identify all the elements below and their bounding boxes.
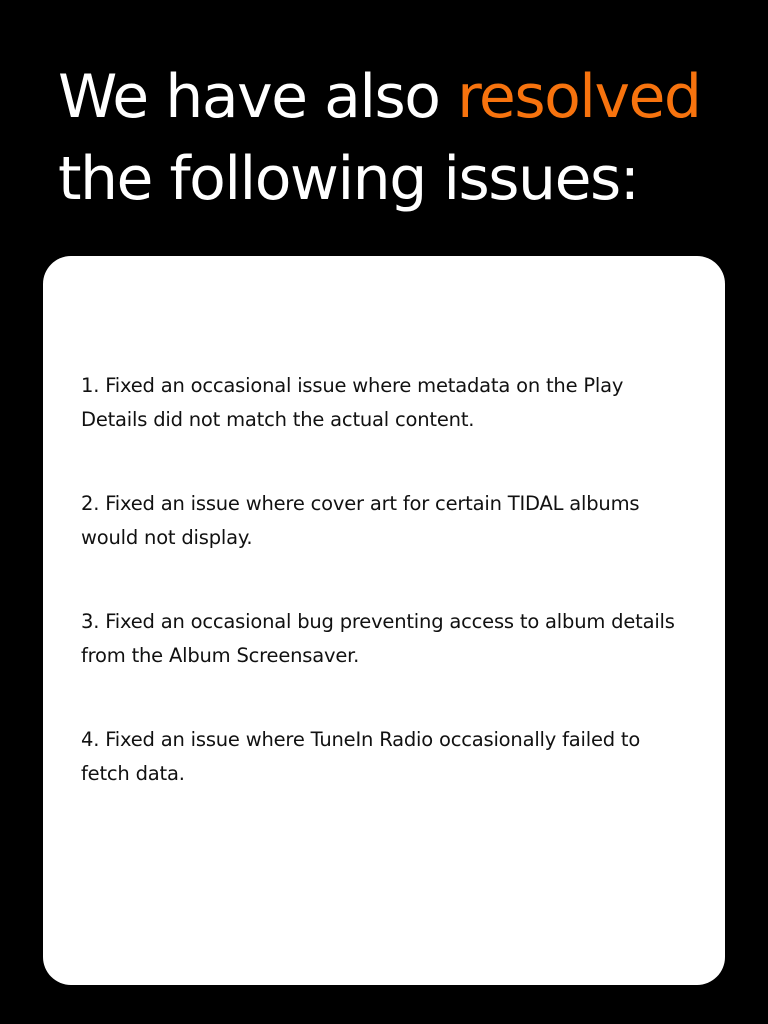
issue-item-2: 2. Fixed an issue where cover art for certain TIDAL albums would not display.	[81, 492, 640, 549]
headline-highlight: resolved	[457, 62, 701, 132]
issue-item-1: 1. Fixed an occasional issue where metadata on the Play Details did not match the actual content.	[81, 374, 624, 431]
headline-line2: the following issues:	[58, 144, 639, 214]
issues-list	[81, 369, 691, 841]
issues-card	[43, 256, 725, 985]
issue-item-4: 4. Fixed an issue where TuneIn Radio occasionally failed to fetch data.	[81, 728, 641, 785]
issue-item-3: 3. Fixed an occasional bug preventing access to album details from the Album Screensaver.	[81, 610, 675, 667]
headline-prefix: We have also	[58, 62, 458, 132]
headline	[58, 56, 748, 220]
